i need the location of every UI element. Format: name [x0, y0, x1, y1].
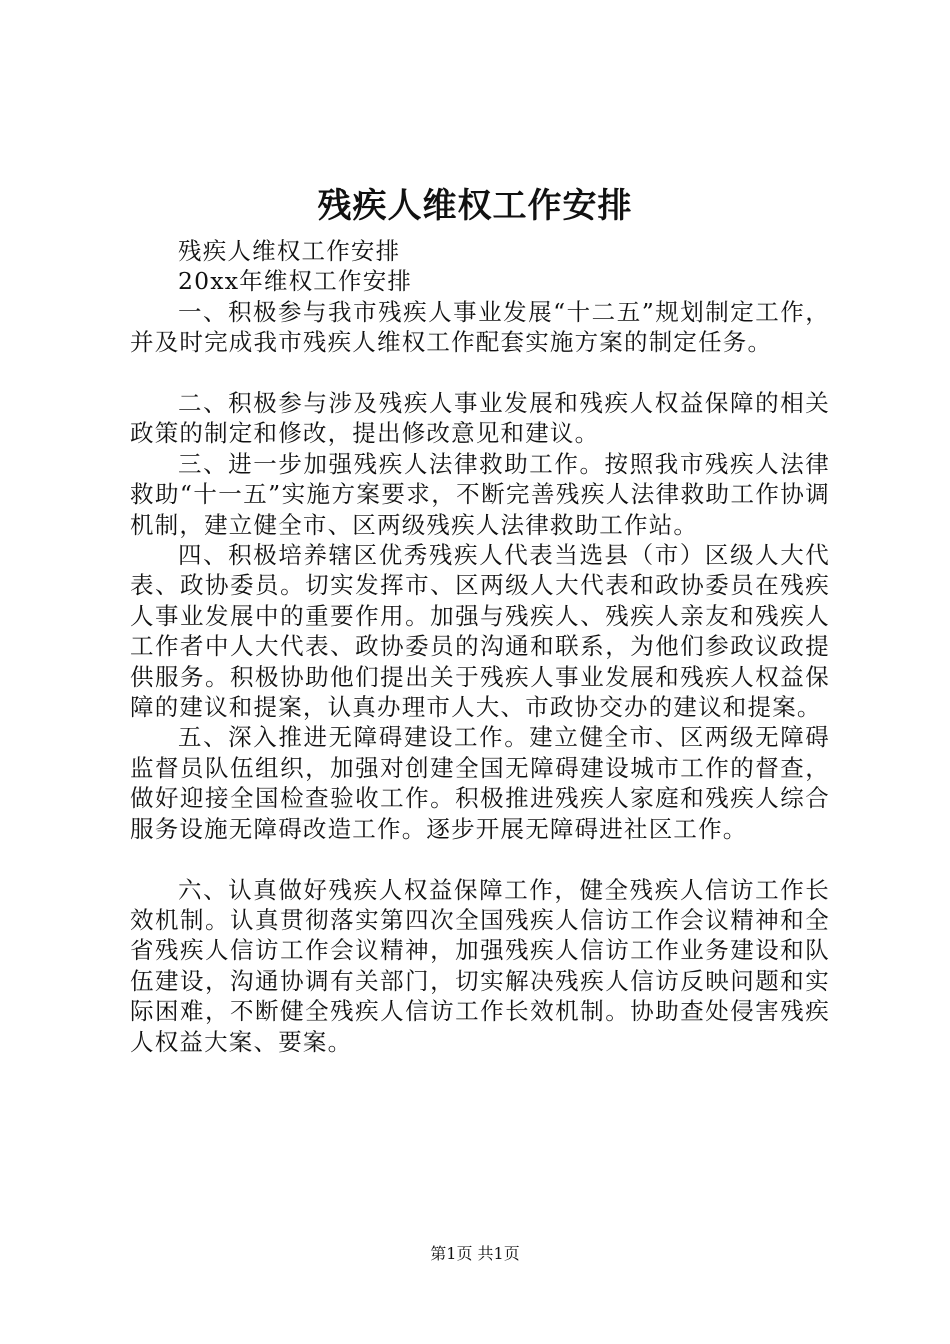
paragraph-item-3: 三、进一步加强残疾人法律救助工作。按照我市残疾人法律救助“十一五”实施方案要求，不断完善残疾人法律救助工作协调机制，建立健全市、区两级残疾人法律救助工作站。 — [130, 449, 830, 539]
paragraph-subtitle: 残疾人维权工作安排 — [178, 237, 401, 265]
paragraph-item-4: 四、积极培养辖区优秀残疾人代表当选县（市）区级人大代表、政协委员。切实发挥市、区两级人大代表和政协委员在残疾人事业发展中的重要作用。加强与残疾人、残疾人亲友和残疾人工作者中人大代表、政协委员的沟通和联系，为他们参政议政提供服务。积极协助他们提出关于残疾人事业发展和残疾人权益保障的建议和提案，认真办理市人大、市政协交办的建议和提案。 — [130, 541, 830, 722]
paragraph-year-plan: 20xx年维权工作安排 — [178, 267, 413, 296]
paragraph-item-5: 五、深入推进无障碍建设工作。建立健全市、区两级无障碍监督员队伍组织，加强对创建全国无障碍建设城市工作的督查，做好迎接全国检查验收工作。积极推进残疾人家庭和残疾人综合服务设施无障碍改造工作。逐步开展无障碍进社区工作。 — [130, 723, 830, 843]
paragraph-spacer — [130, 844, 830, 874]
paragraph-item-1: 一、积极参与我市残疾人事业发展“十二五”规划制定工作，并及时完成我市残疾人维权工作配套实施方案的制定任务。 — [130, 297, 830, 357]
paragraph-item-6: 六、认真做好残疾人权益保障工作，健全残疾人信访工作长效机制。认真贯彻落实第四次全国残疾人信访工作会议精神和全省残疾人信访工作会议精神，加强残疾人信访工作业务建设和队伍建设，沟通协调有关部门，切实解决残疾人信访反映问题和实际困难，不断健全残疾人信访工作长效机制。协助查处侵害残疾人权益大案、要案。 — [130, 875, 830, 1056]
document-body — [130, 236, 830, 1057]
paragraph-spacer — [130, 358, 830, 388]
paragraph-item-2: 二、积极参与涉及残疾人事业发展和残疾人权益保障的相关政策的制定和修改，提出修改意见和建议。 — [130, 389, 830, 448]
page-title: 残疾人维权工作安排 — [317, 186, 633, 226]
page-footer: 第1页 共1页 — [430, 1244, 520, 1263]
